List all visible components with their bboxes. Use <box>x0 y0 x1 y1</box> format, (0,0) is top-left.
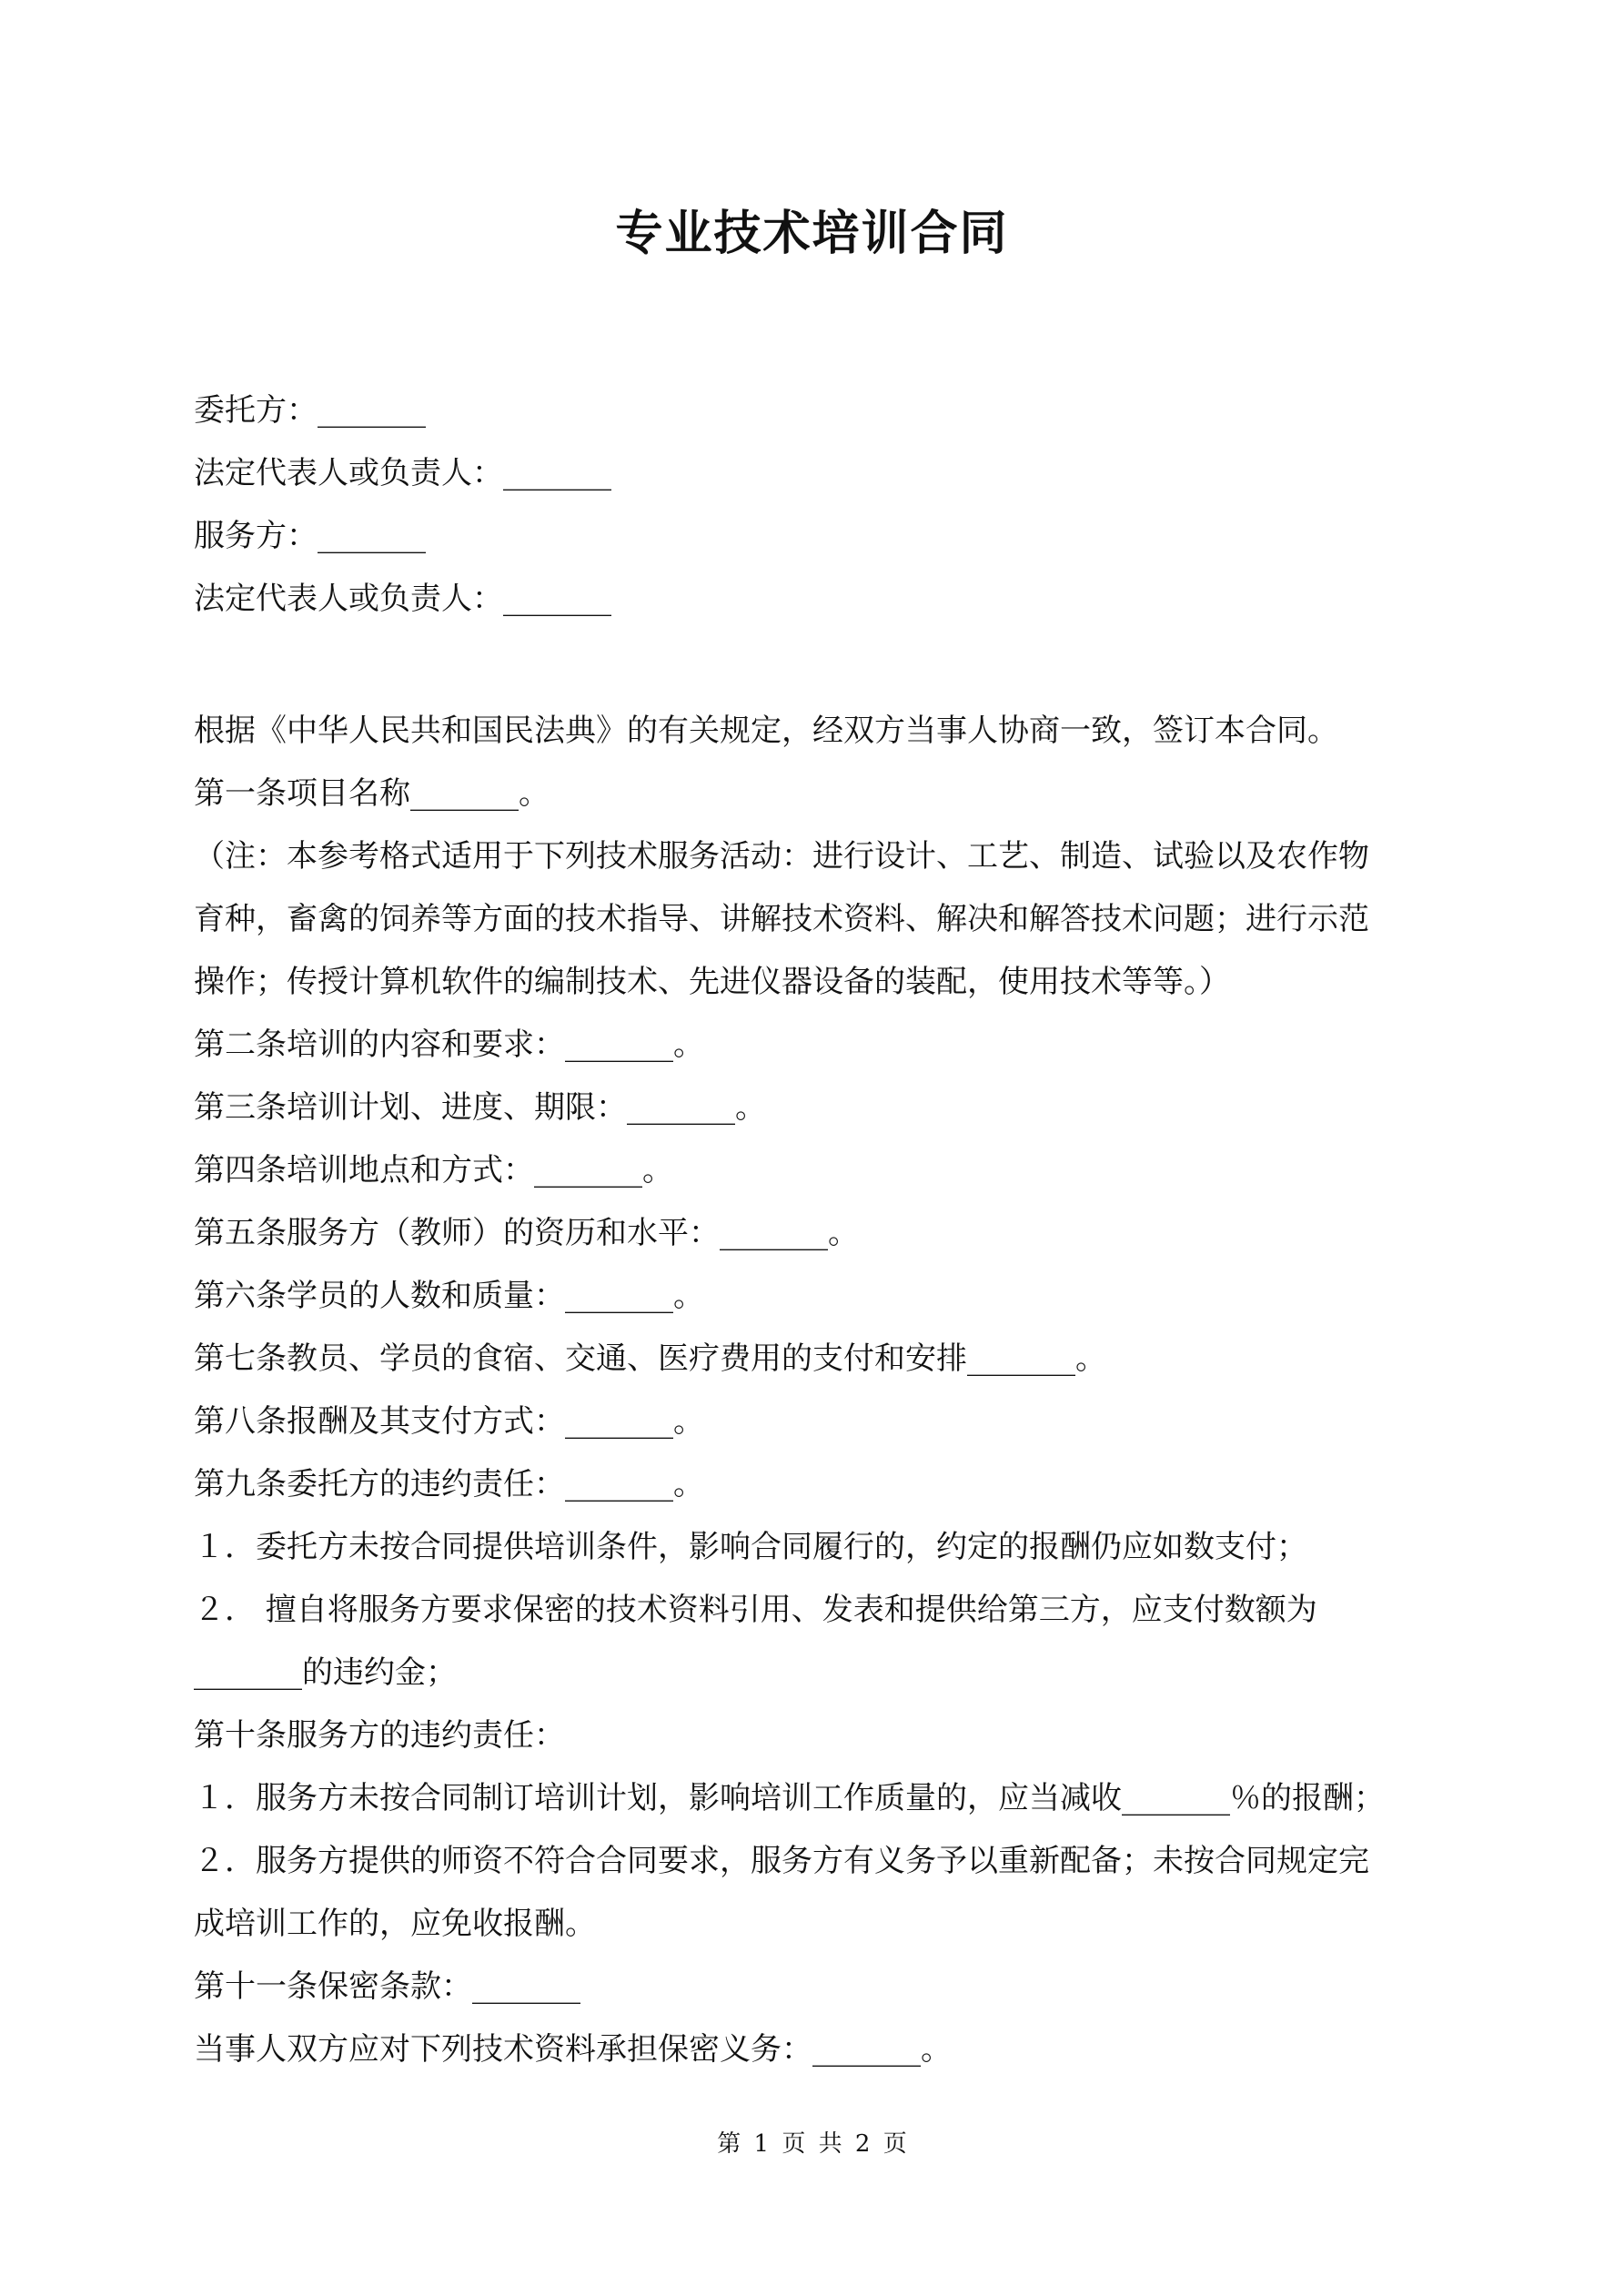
article-1: 第一条项目名称_______。 <box>194 775 550 812</box>
preamble: 根据《中华人民共和国民法典》的有关规定，经双方当事人协商一致，签订本合同。 <box>194 713 1338 749</box>
party-provider-representative: 法定代表人或负责人：_______ <box>194 581 611 617</box>
article-2: 第二条培训的内容和要求：_______。 <box>194 1027 704 1063</box>
page-footer: 第 1 页 共 2 页 <box>717 2130 907 2158</box>
party-client: 委托方：_______ <box>194 392 426 429</box>
confidentiality-clause: 当事人双方应对下列技术资料承担保密义务：_______。 <box>194 2031 952 2068</box>
note-line-3: 操作；传授计算机软件的编制技术、先进仪器设备的装配，使用技术等等。） <box>194 964 1230 1000</box>
article-10-item-1: １．服务方未按合同制订培训计划，影响培训工作质量的，应当减收_______％的报酬； <box>194 1780 1385 1816</box>
article-8: 第八条报酬及其支付方式：_______。 <box>194 1403 704 1440</box>
party-provider: 服务方：_______ <box>194 518 426 554</box>
article-10: 第十条服务方的违约责任： <box>194 1717 565 1754</box>
article-10-item-2-cont: 成培训工作的，应免收报酬。 <box>194 1906 596 1942</box>
article-11: 第十一条保密条款：_______ <box>194 1968 580 2005</box>
article-9-item-1: １．委托方未按合同提供培训条件，影响合同履行的，约定的报酬仍应如数支付； <box>194 1529 1307 1565</box>
article-9-item-2: ２． 擅自将服务方要求保密的技术资料引用、发表和提供给第三方，应支付数额为 <box>194 1592 1317 1628</box>
article-5: 第五条服务方（教师）的资历和水平：_______。 <box>194 1215 859 1251</box>
document-title: 专业技术培训合同 <box>615 207 1009 261</box>
article-9: 第九条委托方的违约责任：_______。 <box>194 1466 704 1502</box>
article-4: 第四条培训地点和方式：_______。 <box>194 1152 673 1188</box>
party-client-representative: 法定代表人或负责人：_______ <box>194 455 611 491</box>
article-7: 第七条教员、学员的食宿、交通、医疗费用的支付和安排_______。 <box>194 1340 1106 1377</box>
article-10-item-2: ２．服务方提供的师资不符合合同要求，服务方有义务予以重新配备；未按合同规定完 <box>194 1843 1369 1879</box>
article-9-item-2-cont: _______的违约金； <box>194 1654 457 1691</box>
article-6: 第六条学员的人数和质量：_______。 <box>194 1278 704 1314</box>
note-line-2: 育种，畜禽的饲养等方面的技术指导、讲解技术资料、解决和解答技术问题；进行示范 <box>194 901 1369 937</box>
note-line-1: （注：本参考格式适用于下列技术服务活动：进行设计、工艺、制造、试验以及农作物 <box>194 838 1369 875</box>
article-3: 第三条培训计划、进度、期限：_______。 <box>194 1089 766 1126</box>
